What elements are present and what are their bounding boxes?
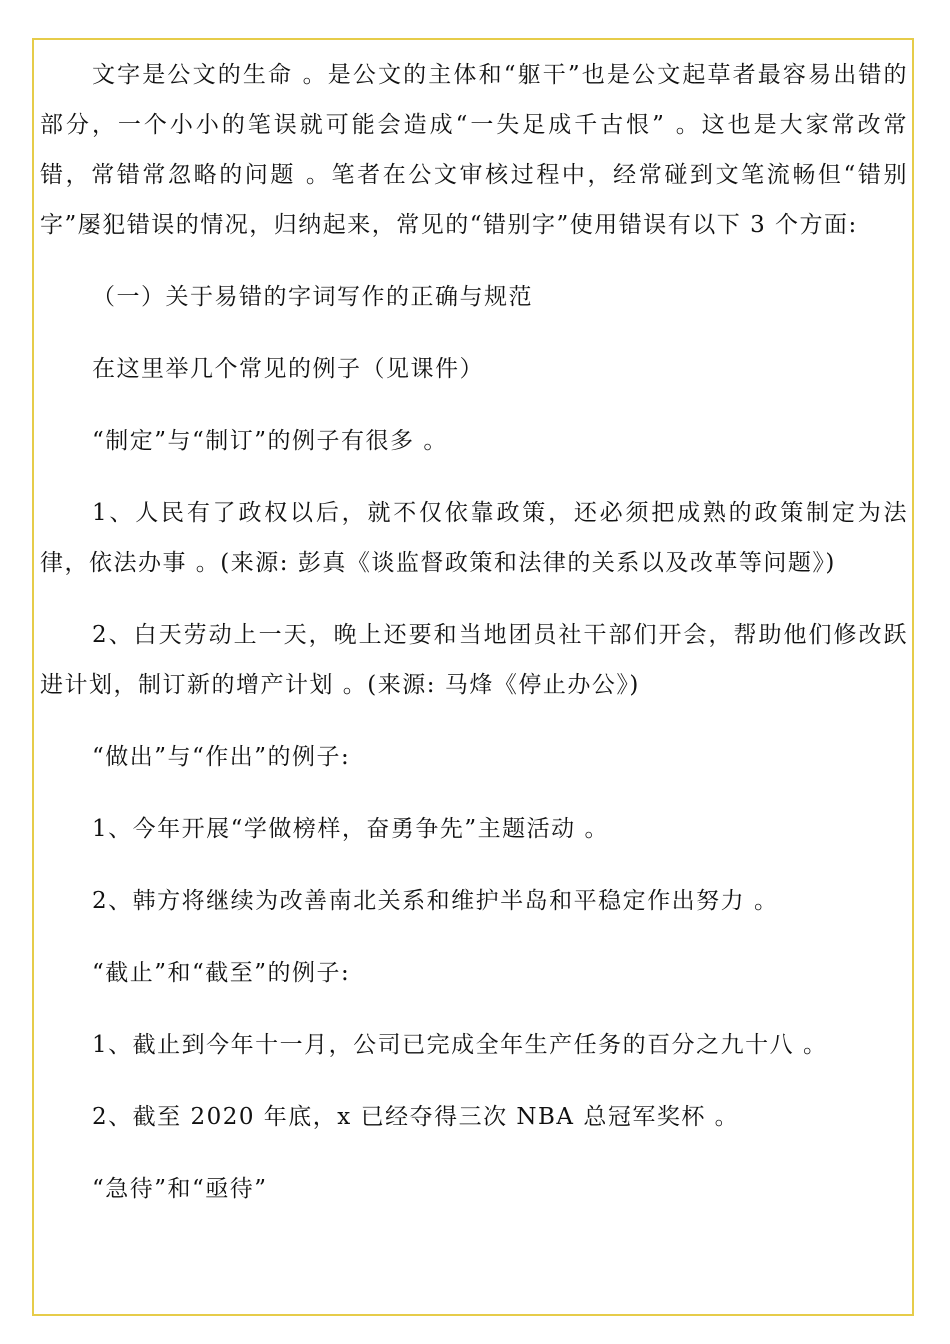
group4-title: “急待”和“亟待”: [92, 1176, 268, 1202]
group2-title: “做出”与“作出”的例子:: [92, 744, 351, 770]
group3-item-1: 1、截止到今年十一月，公司已完成全年生产任务的百分之九十八 。: [92, 1032, 828, 1058]
section-heading: （一）关于易错的字词写作的正确与规范: [92, 284, 533, 310]
group1-title: “制定”与“制订”的例子有很多 。: [92, 428, 448, 454]
group3-item-2: 2、截至 2020 年底，x 已经夺得三次 NBA 总冠军奖杯 。: [92, 1104, 740, 1130]
group2-item-2: 2、韩方将继续为改善南北关系和维护半岛和平稳定作出努力 。: [92, 888, 779, 914]
group1-item-1: 1、人民有了政权以后，就不仅依靠政策，还必须把成熟的政策制定为法律，依法办事 。(来源: 彭真《谈监督政策和法律的关系以及改革等问题》): [40, 500, 908, 576]
examples-intro: 在这里举几个常见的例子（见课件）: [92, 356, 484, 382]
document-body: [40, 50, 908, 1214]
intro-paragraph: 文字是公文的生命 。是公文的主体和“躯干”也是公文起草者最容易出错的部分，一个小小的笔误就可能会造成“一失足成千古恨” 。这也是大家常改常错，常错常忽略的问题 。笔者在公文审核过程中，经常碰到文笔流畅但“错别字”屡犯错误的情况，归纳起来，常见的“错别字”使用错误有以下 3 个方面:: [40, 62, 908, 238]
group2-item-1: 1、今年开展“学做榜样，奋勇争先”主题活动 。: [92, 816, 609, 842]
group1-item-2: 2、白天劳动上一天，晚上还要和当地团员社干部们开会，帮助他们修改跃进计划，制订新的增产计划 。(来源: 马烽《停止办公》): [40, 622, 908, 698]
group3-title: “截止”和“截至”的例子:: [92, 960, 351, 986]
